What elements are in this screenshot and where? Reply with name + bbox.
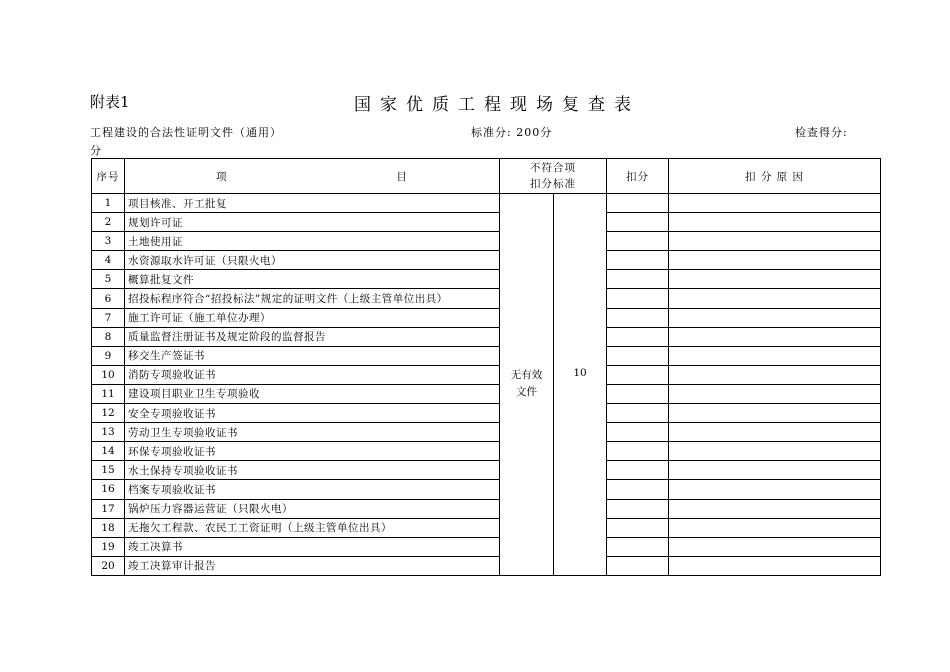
reason-cell[interactable] — [669, 442, 881, 461]
row-item: 项目核准、开工批复 — [125, 194, 500, 213]
table-row — [92, 327, 881, 346]
table-row — [92, 404, 881, 423]
col-header-item-b: 目 — [396, 170, 408, 183]
criteria-points: 10 — [554, 194, 607, 576]
deduct-cell[interactable] — [607, 232, 669, 251]
row-number: 8 — [92, 327, 125, 346]
row-item: 土地使用证 — [125, 232, 500, 251]
row-number: 1 — [92, 194, 125, 213]
deduct-cell[interactable] — [607, 423, 669, 442]
table-row — [92, 289, 881, 308]
reason-cell[interactable] — [669, 194, 881, 213]
col-header-deduct: 扣分 — [607, 159, 669, 194]
table-row — [92, 537, 881, 556]
row-number: 2 — [92, 213, 125, 232]
deduct-cell[interactable] — [607, 480, 669, 499]
row-number: 20 — [92, 556, 125, 575]
table-row — [92, 232, 881, 251]
row-item: 水土保持专项验收证书 — [125, 461, 500, 480]
table-row — [92, 365, 881, 384]
table-row — [92, 346, 881, 365]
reason-cell[interactable] — [669, 327, 881, 346]
reason-cell[interactable] — [669, 499, 881, 518]
table-row — [92, 499, 881, 518]
row-item: 竣工决算书 — [125, 537, 500, 556]
reason-cell[interactable] — [669, 308, 881, 327]
row-number: 14 — [92, 442, 125, 461]
review-table — [91, 158, 881, 576]
row-item: 水资源取水许可证（只限火电） — [125, 251, 500, 270]
row-item: 质量监督注册证书及规定阶段的监督报告 — [125, 327, 500, 346]
deduct-cell[interactable] — [607, 461, 669, 480]
deduct-cell[interactable] — [607, 384, 669, 403]
reason-cell[interactable] — [669, 404, 881, 423]
deduct-cell[interactable] — [607, 518, 669, 537]
row-number: 15 — [92, 461, 125, 480]
row-item: 施工许可证（施工单位办理） — [125, 308, 500, 327]
table-row — [92, 384, 881, 403]
row-number: 19 — [92, 537, 125, 556]
row-number: 12 — [92, 404, 125, 423]
reason-cell[interactable] — [669, 537, 881, 556]
deduct-cell[interactable] — [607, 556, 669, 575]
reason-cell[interactable] — [669, 251, 881, 270]
row-item: 移交生产签证书 — [125, 346, 500, 365]
table-row — [92, 461, 881, 480]
row-item: 无拖欠工程款、农民工工资证明（上级主管单位出具） — [125, 518, 500, 537]
row-number: 6 — [92, 289, 125, 308]
row-item: 锅炉压力容器运营证（只限火电） — [125, 499, 500, 518]
deduct-cell[interactable] — [607, 346, 669, 365]
reason-cell[interactable] — [669, 556, 881, 575]
row-item: 建设项目职业卫生专项验收 — [125, 384, 500, 403]
row-item: 消防专项验收证书 — [125, 365, 500, 384]
row-number: 11 — [92, 384, 125, 403]
row-number: 18 — [92, 518, 125, 537]
reason-cell[interactable] — [669, 289, 881, 308]
reason-cell[interactable] — [669, 384, 881, 403]
deduct-cell[interactable] — [607, 442, 669, 461]
row-number: 16 — [92, 480, 125, 499]
check-score-unit: 分 — [90, 144, 101, 157]
table-row — [92, 518, 881, 537]
row-number: 7 — [92, 308, 125, 327]
row-number: 9 — [92, 346, 125, 365]
deduct-cell[interactable] — [607, 499, 669, 518]
deduct-cell[interactable] — [607, 213, 669, 232]
criteria-text — [500, 194, 554, 576]
table-row — [92, 442, 881, 461]
row-item: 竣工决算审计报告 — [125, 556, 500, 575]
deduct-cell[interactable] — [607, 365, 669, 384]
table-row — [92, 423, 881, 442]
row-number: 5 — [92, 270, 125, 289]
criteria-text-line2: 文件 — [516, 386, 537, 399]
row-number: 17 — [92, 499, 125, 518]
deduct-cell[interactable] — [607, 327, 669, 346]
table-row — [92, 308, 881, 327]
table-row — [92, 194, 881, 213]
table-row — [92, 213, 881, 232]
deduct-cell[interactable] — [607, 289, 669, 308]
deduct-cell[interactable] — [607, 308, 669, 327]
table-row — [92, 270, 881, 289]
table-row — [92, 480, 881, 499]
row-number: 10 — [92, 365, 125, 384]
reason-cell[interactable] — [669, 270, 881, 289]
table-row — [92, 556, 881, 575]
criteria-text-line1: 无有效 — [510, 369, 543, 382]
col-header-seq: 序号 — [92, 159, 125, 194]
page-title: 国家优质工程现场复查表 — [354, 95, 640, 115]
deduct-cell[interactable] — [607, 537, 669, 556]
reason-cell[interactable] — [669, 346, 881, 365]
row-item: 规划许可证 — [125, 213, 500, 232]
category-label: 工程建设的合法性证明文件（通用） — [90, 126, 282, 139]
row-number: 3 — [92, 232, 125, 251]
check-score-label: 检查得分: — [795, 126, 848, 139]
row-number: 13 — [92, 423, 125, 442]
reason-cell[interactable] — [669, 518, 881, 537]
deduct-cell[interactable] — [607, 251, 669, 270]
reason-cell[interactable] — [669, 365, 881, 384]
col-header-item-a: 项 — [216, 170, 228, 183]
annex-label: 附表1 — [90, 93, 130, 111]
row-item: 招投标程序符合“招投标法”规定的证明文件（上级主管单位出具） — [125, 289, 500, 308]
col-header-item — [125, 159, 500, 194]
col-header-criteria-line2: 扣分标准 — [530, 178, 576, 190]
reason-cell[interactable] — [669, 232, 881, 251]
deduct-cell[interactable] — [607, 194, 669, 213]
standard-score: 标准分: 200分 — [471, 126, 553, 139]
row-number: 4 — [92, 251, 125, 270]
row-item: 环保专项验收证书 — [125, 442, 500, 461]
col-header-reason: 扣 分 原 因 — [669, 159, 881, 194]
col-header-criteria-line1: 不符合项 — [530, 162, 576, 174]
table-header-row — [92, 159, 881, 194]
row-item: 概算批复文件 — [125, 270, 500, 289]
row-item: 劳动卫生专项验收证书 — [125, 423, 500, 442]
reason-cell[interactable] — [669, 461, 881, 480]
reason-cell[interactable] — [669, 423, 881, 442]
row-item: 安全专项验收证书 — [125, 404, 500, 423]
deduct-cell[interactable] — [607, 404, 669, 423]
reason-cell[interactable] — [669, 480, 881, 499]
deduct-cell[interactable] — [607, 270, 669, 289]
table-row — [92, 251, 881, 270]
reason-cell[interactable] — [669, 213, 881, 232]
col-header-criteria — [500, 159, 607, 194]
row-item: 档案专项验收证书 — [125, 480, 500, 499]
